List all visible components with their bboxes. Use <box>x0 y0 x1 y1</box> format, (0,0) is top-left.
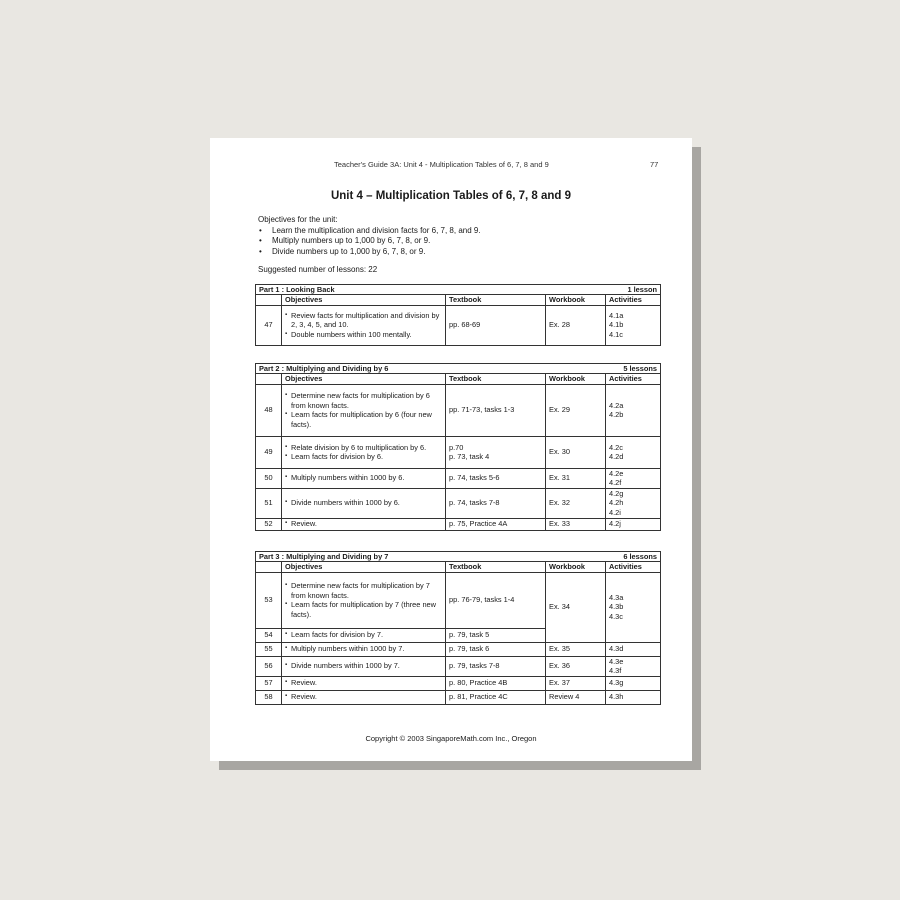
objective-bullet: ▪ Learn facts for multiplication by 6 (four new facts). <box>285 410 442 429</box>
textbook-ref <box>446 305 546 345</box>
workbook-ref: Ex. 32 <box>546 488 606 518</box>
textbook-line: p. 79, tasks 7-8 <box>449 661 500 671</box>
activity-code: 4.2f <box>609 478 622 488</box>
objective-bullet: ▪ Determine new facts for multiplication by 6 from known facts. <box>285 391 442 410</box>
column-header: Textbook <box>446 562 546 573</box>
table-row <box>256 518 661 530</box>
table-row <box>256 384 661 436</box>
part-title: Part 1 : Looking Back <box>256 285 546 295</box>
part-lesson-count: 6 lessons <box>546 552 661 562</box>
textbook-line: p. 75, Practice 4A <box>449 519 508 529</box>
activities-list <box>606 468 661 488</box>
column-header: Workbook <box>546 562 606 573</box>
lesson-number: 57 <box>256 676 282 690</box>
objective-bullet: ▪ Double numbers within 100 mentally. <box>285 330 442 340</box>
lesson-objectives <box>282 572 446 628</box>
textbook-line: pp. 68-69 <box>449 320 481 330</box>
lesson-objectives <box>282 628 446 642</box>
activity-code: 4.1a <box>609 310 624 320</box>
activity-code: 4.2g <box>609 488 624 498</box>
running-title: Teacher's Guide 3A: Unit 4 - Multiplication Tables of 6, 7, 8 and 9 <box>334 160 549 169</box>
lesson-objectives <box>282 518 446 530</box>
textbook-ref <box>446 628 546 642</box>
column-header: Workbook <box>546 295 606 306</box>
textbook-line: p. 74, tasks 7-8 <box>449 498 500 508</box>
workbook-ref: Ex. 28 <box>546 305 606 345</box>
lesson-number: 48 <box>256 384 282 436</box>
lesson-number-header <box>256 295 282 306</box>
lesson-table-part-1 <box>255 284 661 346</box>
workbook-ref: Review 4 <box>546 690 606 704</box>
activity-code: 4.3c <box>609 611 623 621</box>
activities-list <box>606 656 661 676</box>
lesson-objectives <box>282 488 446 518</box>
column-header: Textbook <box>446 295 546 306</box>
lesson-objectives <box>282 656 446 676</box>
objective-item: • Learn the multiplication and division facts for 6, 7, 8, and 9. <box>258 226 481 237</box>
textbook-ref <box>446 488 546 518</box>
lesson-number: 49 <box>256 436 282 468</box>
activities-list <box>606 384 661 436</box>
textbook-ref <box>446 572 546 628</box>
lesson-number: 56 <box>256 656 282 676</box>
lesson-number: 52 <box>256 518 282 530</box>
column-header: Activities <box>606 295 661 306</box>
suggested-lessons: Suggested number of lessons: 22 <box>258 265 378 274</box>
activity-code: 4.2j <box>609 519 621 529</box>
activity-code: 4.2h <box>609 498 624 508</box>
activity-code: 4.3h <box>609 692 624 702</box>
textbook-ref <box>446 468 546 488</box>
objective-bullet: ▪ Multiply numbers within 1000 by 7. <box>285 644 442 654</box>
part-title: Part 2 : Multiplying and Dividing by 6 <box>256 364 546 374</box>
textbook-line: pp. 71-73, tasks 1-3 <box>449 405 515 415</box>
workbook-ref: Ex. 35 <box>546 642 606 656</box>
table-row <box>256 436 661 468</box>
textbook-ref <box>446 656 546 676</box>
lesson-table-part-3 <box>255 551 661 705</box>
activities-list <box>606 518 661 530</box>
lesson-objectives <box>282 384 446 436</box>
column-header: Activities <box>606 562 661 573</box>
textbook-line: p. 80, Practice 4B <box>449 678 508 688</box>
column-header: Textbook <box>446 374 546 385</box>
lesson-number-header <box>256 374 282 385</box>
unit-title: Unit 4 – Multiplication Tables of 6, 7, 8 and 9 <box>330 190 572 202</box>
lesson-number-header <box>256 562 282 573</box>
column-header: Objectives <box>282 562 446 573</box>
textbook-line: p. 81, Practice 4C <box>449 692 508 702</box>
activity-code: 4.3f <box>609 666 622 676</box>
lesson-number: 47 <box>256 305 282 345</box>
activities-list <box>606 488 661 518</box>
activity-code: 4.2d <box>609 452 624 462</box>
objective-bullet: ▪ Relate division by 6 to multiplication by 6. <box>285 443 442 453</box>
activity-code: 4.3b <box>609 602 624 612</box>
part-lesson-count: 5 lessons <box>546 364 661 374</box>
textbook-ref <box>446 384 546 436</box>
textbook-line: p. 79, task 5 <box>449 630 490 640</box>
activity-code: 4.2e <box>609 468 624 478</box>
activity-code: 4.2b <box>609 410 624 420</box>
textbook-line: p. 74, tasks 5-6 <box>449 473 500 483</box>
lesson-objectives <box>282 436 446 468</box>
column-header: Workbook <box>546 374 606 385</box>
table-row <box>256 468 661 488</box>
textbook-line: p. 73, task 4 <box>449 452 490 462</box>
table-row <box>256 488 661 518</box>
activities-list <box>606 676 661 690</box>
textbook-line: p.70 <box>449 442 464 452</box>
objective-bullet: ▪ Divide numbers within 1000 by 6. <box>285 498 442 508</box>
objective-bullet: ▪ Review. <box>285 519 442 529</box>
objectives-heading: Objectives for the unit: <box>258 215 338 224</box>
activity-code: 4.1c <box>609 329 623 339</box>
table-row <box>256 656 661 676</box>
textbook-ref <box>446 676 546 690</box>
lesson-number: 51 <box>256 488 282 518</box>
lesson-number: 54 <box>256 628 282 642</box>
table-row <box>256 690 661 704</box>
lesson-number: 53 <box>256 572 282 628</box>
objective-item: • Multiply numbers up to 1,000 by 6, 7, 8, or 9. <box>258 236 481 247</box>
page-number: 77 <box>650 160 659 169</box>
objective-bullet: ▪ Learn facts for multiplication by 7 (three new facts). <box>285 600 442 619</box>
lesson-objectives <box>282 468 446 488</box>
workbook-ref: Ex. 31 <box>546 468 606 488</box>
lesson-objectives <box>282 676 446 690</box>
column-header: Activities <box>606 374 661 385</box>
activity-code: 4.3d <box>609 644 624 654</box>
lesson-objectives <box>282 305 446 345</box>
objective-bullet: ▪ Learn facts for division by 7. <box>285 630 442 640</box>
table-row <box>256 676 661 690</box>
workbook-ref: Ex. 36 <box>546 656 606 676</box>
objective-bullet: ▪ Learn facts for division by 6. <box>285 452 442 462</box>
workbook-ref: Ex. 30 <box>546 436 606 468</box>
activities-list <box>606 572 661 642</box>
objective-bullet: ▪ Review facts for multiplication and division by 2, 3, 4, 5, and 10. <box>285 311 442 330</box>
objective-bullet: ▪ Review. <box>285 678 442 688</box>
column-header: Objectives <box>282 374 446 385</box>
workbook-ref: Ex. 29 <box>546 384 606 436</box>
activity-code: 4.2i <box>609 507 621 517</box>
activity-code: 4.1b <box>609 320 624 330</box>
objective-bullet: ▪ Divide numbers within 1000 by 7. <box>285 661 442 671</box>
workbook-ref: Ex. 33 <box>546 518 606 530</box>
objectives-list <box>258 226 481 258</box>
objective-item: • Divide numbers up to 1,000 by 6, 7, 8, or 9. <box>258 247 481 258</box>
workbook-ref: Ex. 34 <box>546 572 606 642</box>
lesson-table-part-2 <box>255 363 661 531</box>
objective-bullet: ▪ Multiply numbers within 1000 by 6. <box>285 473 442 483</box>
activities-list <box>606 436 661 468</box>
lesson-objectives <box>282 642 446 656</box>
activity-code: 4.3a <box>609 592 624 602</box>
textbook-ref <box>446 642 546 656</box>
activity-code: 4.2c <box>609 442 623 452</box>
part-title: Part 3 : Multiplying and Dividing by 7 <box>256 552 546 562</box>
lesson-number: 50 <box>256 468 282 488</box>
activity-code: 4.3g <box>609 678 624 688</box>
textbook-ref <box>446 436 546 468</box>
table-row <box>256 572 661 628</box>
workbook-ref: Ex. 37 <box>546 676 606 690</box>
textbook-line: pp. 76-79, tasks 1-4 <box>449 595 515 605</box>
lesson-objectives <box>282 690 446 704</box>
unit-objectives <box>258 215 481 257</box>
activities-list <box>606 642 661 656</box>
part-lesson-count: 1 lesson <box>546 285 661 295</box>
column-header: Objectives <box>282 295 446 306</box>
table-row <box>256 642 661 656</box>
activities-list <box>606 690 661 704</box>
textbook-ref <box>446 690 546 704</box>
textbook-line: p. 79, task 6 <box>449 644 490 654</box>
lesson-number: 58 <box>256 690 282 704</box>
objective-bullet: ▪ Review. <box>285 692 442 702</box>
objective-bullet: ▪ Determine new facts for multiplication by 7 from known facts. <box>285 581 442 600</box>
textbook-ref <box>446 518 546 530</box>
table-row <box>256 305 661 345</box>
activity-code: 4.3e <box>609 656 624 666</box>
copyright-footer: Copyright © 2003 SingaporeMath.com Inc., Oregon <box>365 734 537 743</box>
activity-code: 4.2a <box>609 400 624 410</box>
document-page <box>210 138 692 761</box>
activities-list <box>606 305 661 345</box>
lesson-number: 55 <box>256 642 282 656</box>
